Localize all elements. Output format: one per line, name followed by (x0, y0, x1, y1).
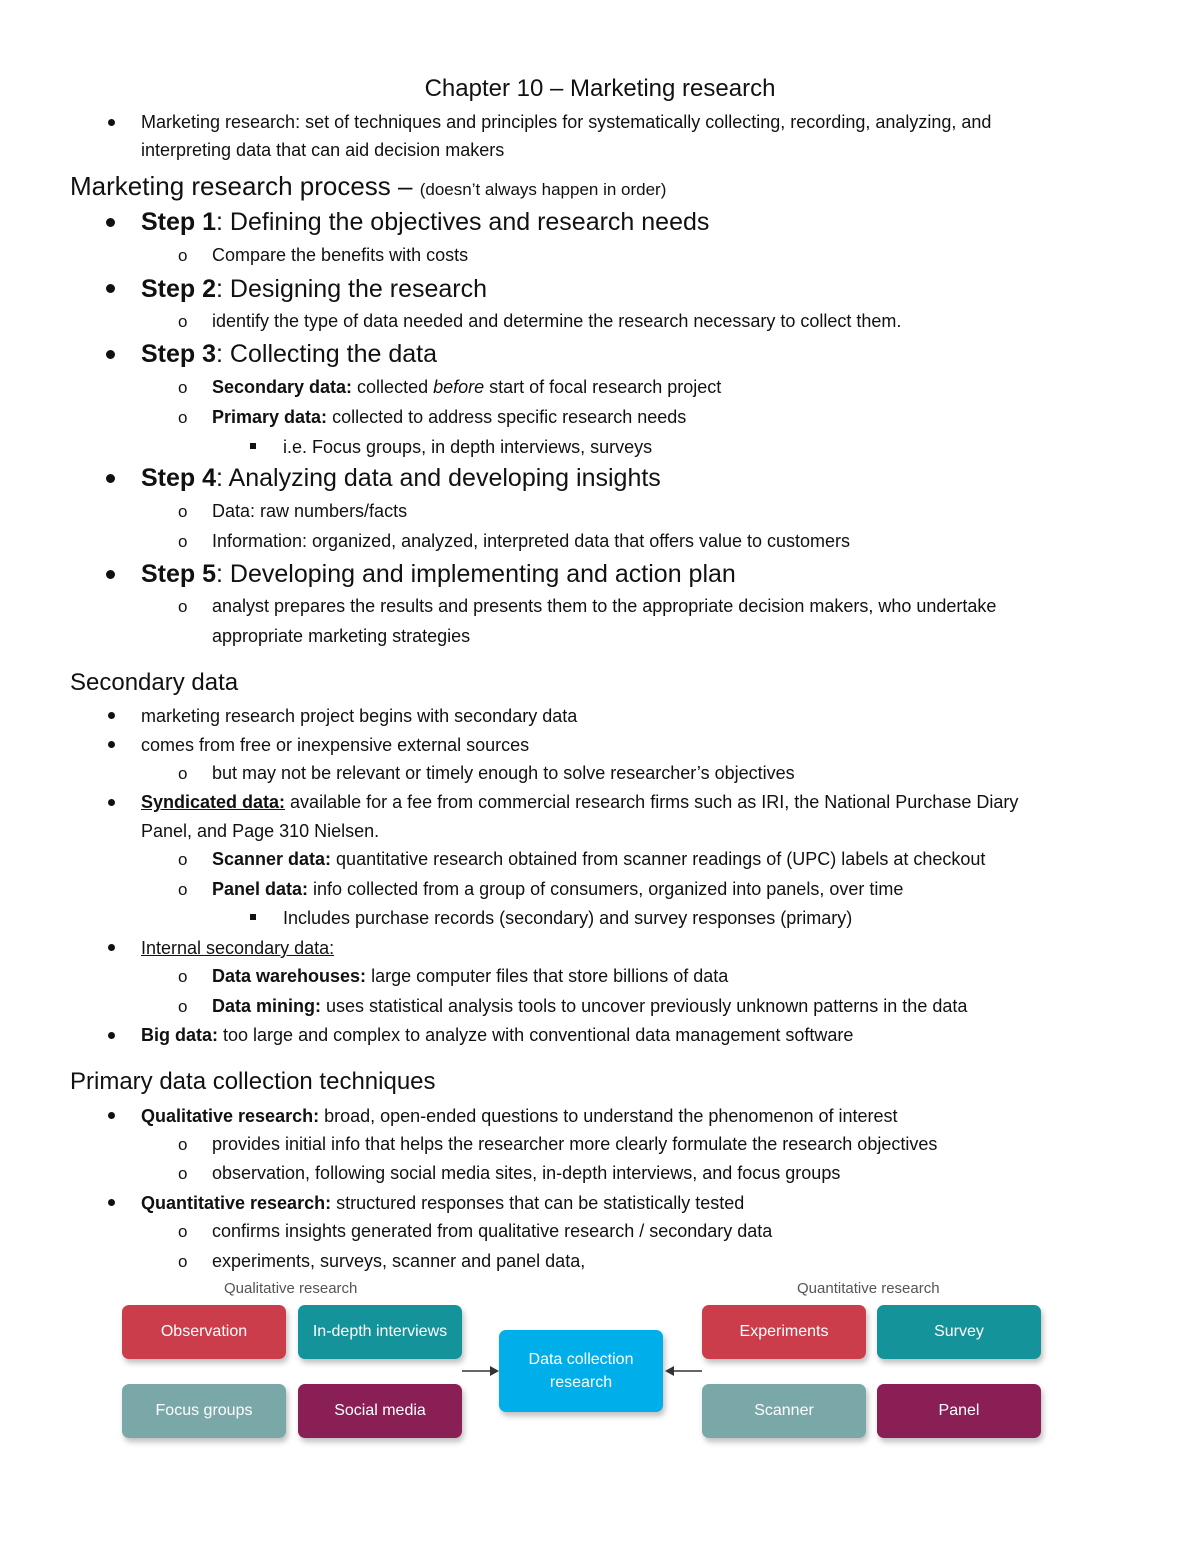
arrow-right-icon (462, 1364, 500, 1378)
circle-bullet: o (178, 1164, 188, 1183)
bullet (108, 799, 115, 806)
step-2 (141, 274, 487, 304)
step-1-sub-1: Compare the benefits with costs (212, 245, 469, 265)
scanner-data (212, 847, 985, 871)
circle-bullet: o (178, 312, 188, 331)
step-5-sub-2: appropriate marketing strategies (212, 626, 471, 646)
secondary-b2-sub: but may not be relevant or timely enough to solve researcher’s objectives (212, 763, 795, 783)
bullet (108, 944, 115, 951)
panel-sub: Includes purchase records (secondary) and survey responses (primary) (283, 908, 853, 928)
quantitative-research (141, 1191, 744, 1215)
section-heading-primary: Primary data collection techniques (70, 1068, 436, 1095)
step-1 (141, 207, 709, 237)
step-label: Step 5 (141, 560, 217, 588)
circle-bullet: o (178, 997, 188, 1016)
bullet (108, 1112, 115, 1119)
syndicated-label: Syndicated data: (141, 792, 286, 812)
step-sep: : (216, 464, 223, 492)
quant-sub-1: confirms insights generated from qualitative research / secondary data (212, 1221, 773, 1241)
step-title: Designing the research (222, 275, 488, 303)
intro-line-1: Marketing research: set of techniques and principles for systematically collecting, recording, analyzing, and (141, 112, 992, 132)
bullet (106, 474, 115, 483)
step-label: Step 2 (141, 275, 217, 303)
warehouse-text: large computer files that store billions of data (366, 966, 729, 986)
panel-label: Panel data: (212, 879, 309, 899)
step-4-sub-1: Data: raw numbers/facts (212, 501, 408, 521)
heading-text: Marketing research process (70, 171, 391, 201)
bullet (108, 119, 115, 126)
heading-dash: – (390, 171, 420, 201)
qual-sub-2: observation, following social media sites, in-depth interviews, and focus groups (212, 1163, 841, 1183)
page-title: Chapter 10 – Marketing research (424, 75, 776, 102)
box-focus-groups: Focus groups (122, 1384, 286, 1438)
step-title: Analyzing data and developing insights (222, 464, 661, 492)
section-heading-secondary: Secondary data (70, 669, 239, 696)
mining-label: Data mining: (212, 996, 322, 1016)
step-2-sub-1: identify the type of data needed and determine the research necessary to collect them. (212, 311, 902, 331)
box-experiments: Experiments (702, 1305, 866, 1359)
data-mining (212, 994, 967, 1018)
big-data (141, 1023, 853, 1047)
sub-text: collected to address specific research needs (327, 407, 687, 427)
secondary-b3-line2: Panel, and Page 310 Nielsen. (141, 821, 380, 841)
quant-text: structured responses that can be statistically tested (331, 1193, 745, 1213)
bullet (108, 1199, 115, 1206)
center-box-label: Data collection research (528, 1351, 634, 1391)
mining-text: uses statistical analysis tools to uncover previously unknown patterns in the data (321, 996, 968, 1016)
internal-secondary (141, 936, 334, 960)
circle-bullet: o (178, 597, 188, 616)
diagram-quant-label: Quantitative research (797, 1280, 940, 1297)
circle-bullet: o (178, 850, 188, 869)
syndicated-text: available for a fee from commercial research firms such as IRI, the National Purchase Diary (285, 792, 1019, 812)
step-title: Collecting the data (222, 340, 438, 368)
bullet (106, 284, 115, 293)
secondary-b2: comes from free or inexpensive external sources (141, 735, 530, 755)
big-data-text: too large and complex to analyze with conventional data management software (218, 1025, 854, 1045)
circle-bullet: o (178, 532, 188, 551)
diagram-qual-label: Qualitative research (224, 1280, 358, 1297)
intro-line-2: interpreting data that can aid decision makers (141, 140, 505, 160)
sub-text: collected (352, 377, 434, 397)
box-scanner: Scanner (702, 1384, 866, 1438)
internal-label: Internal secondary data: (141, 938, 335, 958)
box-panel: Panel (877, 1384, 1041, 1438)
heading-note: (doesn’t always happen in order) (419, 180, 667, 199)
step-5 (141, 559, 736, 589)
step-sep: : (216, 208, 223, 236)
circle-bullet: o (178, 764, 188, 783)
section-heading-process (70, 170, 666, 206)
step-title: Defining the objectives and research needs (222, 208, 710, 236)
step-label: Step 3 (141, 340, 217, 368)
bullet (106, 218, 115, 227)
step-4-sub-2: Information: organized, analyzed, interpreted data that offers value to customers (212, 531, 851, 551)
panel-data (212, 877, 903, 901)
arrow-left-icon (664, 1364, 702, 1378)
square-bullet (250, 914, 256, 920)
box-survey: Survey (877, 1305, 1041, 1359)
square-bullet (250, 443, 256, 449)
circle-bullet: o (178, 502, 188, 521)
secondary-b3 (141, 790, 1018, 814)
step-label: Step 1 (141, 208, 217, 236)
circle-bullet: o (178, 378, 188, 397)
secondary-b1: marketing research project begins with secondary data (141, 706, 578, 726)
circle-bullet: o (178, 1135, 188, 1154)
bullet (108, 1032, 115, 1039)
qual-label: Qualitative research: (141, 1106, 320, 1126)
step-5-sub-1: analyst prepares the results and presents them to the appropriate decision makers, who undertake (212, 596, 997, 616)
scanner-label: Scanner data: (212, 849, 332, 869)
qual-text: broad, open-ended questions to understand the phenomenon of interest (319, 1106, 898, 1126)
step-3-sub-2 (212, 405, 686, 429)
circle-bullet: o (178, 880, 188, 899)
qualitative-research (141, 1104, 898, 1128)
quant-label: Quantitative research: (141, 1193, 332, 1213)
circle-bullet: o (178, 1252, 188, 1271)
sub-label: Secondary data: (212, 377, 353, 397)
step-4 (141, 463, 661, 493)
step-3-sub-1 (212, 375, 721, 399)
data-warehouses (212, 964, 728, 988)
quant-sub-2: experiments, surveys, scanner and panel data, (212, 1251, 586, 1271)
panel-text: info collected from a group of consumers, organized into panels, over time (308, 879, 904, 899)
circle-bullet: o (178, 408, 188, 427)
step-3 (141, 339, 437, 369)
bullet (106, 350, 115, 359)
step-sep: : (216, 560, 223, 588)
sub-text: start of focal research project (484, 377, 722, 397)
bullet (108, 741, 115, 748)
sub-italic: before (433, 377, 485, 397)
box-data-collection-research (499, 1330, 663, 1412)
step-sep: : (216, 275, 223, 303)
circle-bullet: o (178, 967, 188, 986)
scanner-text: quantitative research obtained from scanner readings of (UPC) labels at checkout (331, 849, 986, 869)
step-3-subsub-1: i.e. Focus groups, in depth interviews, surveys (283, 437, 653, 457)
box-in-depth-interviews: In-depth interviews (298, 1305, 462, 1359)
box-observation: Observation (122, 1305, 286, 1359)
bullet (108, 712, 115, 719)
big-data-label: Big data: (141, 1025, 219, 1045)
qual-sub-1: provides initial info that helps the researcher more clearly formulate the research objectives (212, 1134, 938, 1154)
step-sep: : (216, 340, 223, 368)
circle-bullet: o (178, 1222, 188, 1241)
warehouse-label: Data warehouses: (212, 966, 367, 986)
box-social-media: Social media (298, 1384, 462, 1438)
step-label: Step 4 (141, 464, 217, 492)
step-title: Developing and implementing and action plan (222, 560, 736, 588)
circle-bullet: o (178, 246, 188, 265)
sub-label: Primary data: (212, 407, 328, 427)
bullet (106, 570, 115, 579)
